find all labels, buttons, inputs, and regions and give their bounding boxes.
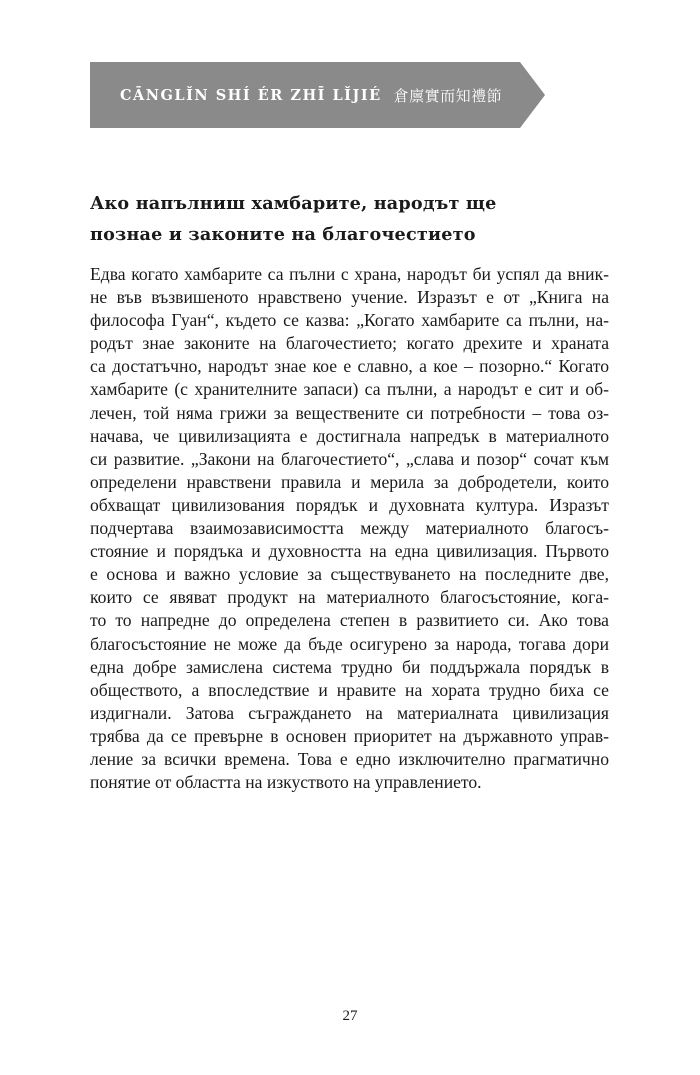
paragraph-line: понятие от областта на изкуството на управлението. — [90, 772, 482, 793]
paragraph-line: философа Гуан“, където се казва: „Когато хамбарите са пълни, на- — [90, 310, 609, 331]
paragraph-line: начава, че цивилизацията е достигнала напредък в материалното — [90, 425, 609, 446]
header-text — [120, 62, 502, 128]
body-paragraph — [90, 263, 609, 794]
paragraph-line: обществото, а впоследствие и нравите на хората трудно биха се — [90, 679, 609, 700]
paragraph-line: обхващат цивилизования порядък и духовната култура. Изразът — [90, 494, 609, 515]
chapter-header-banner — [90, 62, 545, 128]
paragraph-line: определени нравствени правила и мерила за добродетели, които — [90, 471, 609, 492]
paragraph-line: хамбарите (с хранителните запаси) са пълни, а народът е сит и об- — [90, 379, 609, 400]
paragraph-line: една добре замислена система трудно би поддържала порядък в — [90, 656, 609, 677]
paragraph-line: са достатъчно, народът знае кое е славно, а кое – позорно.“ Когато — [90, 356, 609, 377]
paragraph-line: трябва да се превърне в основен приоритет на държавното управ- — [90, 725, 609, 746]
section-title — [90, 188, 610, 250]
paragraph-line: родът знае законите на благочестието; когато дрехите и храната — [90, 333, 609, 354]
paragraph-line: си развитие. „Закони на благочестието“, „слава и позор“ сочат към — [90, 448, 609, 469]
paragraph-line: е основа и важно условие за съществуването на последните две, — [90, 564, 609, 585]
section-title-line: Ако напълниш хамбарите, народът ще — [90, 193, 497, 214]
paragraph-line: то то напредне до определена степен в развитието си. Ако това — [90, 610, 609, 631]
paragraph-line: благосъстояние не може да бъде осигурено за народа, тогава дори — [90, 633, 609, 654]
header-pinyin: CĀNGLǏN SHÍ ÉR ZHĪ LǏJIÉ — [120, 86, 382, 104]
paragraph-line: не във възвишеното нравствено учение. Изразът е от „Книга на — [90, 287, 609, 308]
paragraph-line: които се явяват продукт на материалното благосъстояние, кога- — [90, 587, 609, 608]
section-title-line: познае и законите на благочестието — [90, 224, 476, 245]
paragraph-line: подчертава взаимозависимостта между материалното благосъ- — [90, 518, 609, 539]
paragraph-line: стояние и порядъка и духовността на една цивилизация. Първото — [90, 541, 609, 562]
paragraph-line: издигнали. Затова съграждането на материалната цивилизация — [90, 702, 609, 723]
paragraph-line: Едва когато хамбарите са пълни с храна, народът би успял да вник- — [90, 264, 609, 284]
page-number: 27 — [342, 1008, 358, 1024]
paragraph-line: лечен, той няма грижи за веществените си потребности – това оз- — [90, 402, 609, 423]
header-hanzi: 倉廪實而知禮節 — [393, 86, 503, 105]
paragraph-line: ление за всички времена. Това е едно изключително прагматично — [90, 748, 609, 769]
